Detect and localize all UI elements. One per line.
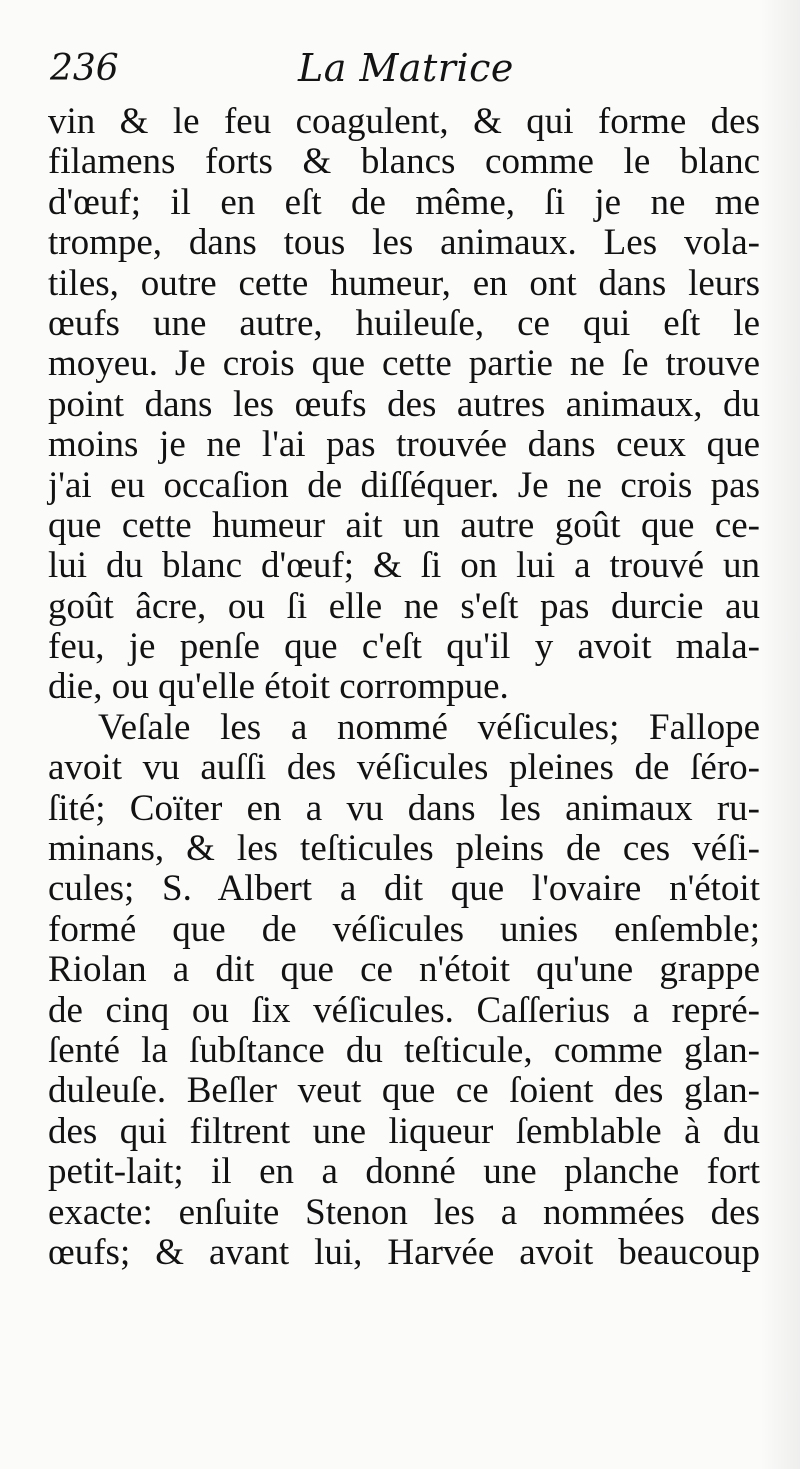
text-line: œufs une autre, huileuſe, ce qui eſt le	[48, 302, 760, 344]
text-line: moins je ne l'ai pas trouvée dans ceux que	[48, 424, 760, 466]
text-line: goût âcre, ou ſi elle ne s'eſt pas durcie au	[48, 585, 760, 627]
text-line: point dans les œufs des autres animaux, du	[48, 383, 760, 425]
text-line: filamens forts & blancs comme le blanc	[48, 141, 760, 183]
text-line: petit-lait; il en a donné une planche fort	[48, 1151, 760, 1193]
text-line: formé que de véſicules unies enſemble;	[48, 908, 760, 950]
text-line: cules; S. Albert a dit que l'ovaire n'étoit	[48, 868, 760, 910]
page-edge-shadow	[760, 0, 800, 1469]
text-line: exacte: enſuite Stenon les a nommées des	[48, 1191, 760, 1233]
text-line: vin & le feu coagulent, & qui forme des	[48, 101, 760, 142]
page-number: 236	[50, 48, 119, 89]
paragraph-start-line: Veſale les a nommé véſicules; Fallope	[98, 706, 760, 748]
text-line: tiles, outre cette humeur, en ont dans leurs	[48, 262, 760, 304]
text-line: lui du blanc d'œuf; & ſi on lui a trouvé un	[48, 545, 760, 587]
text-line: duleuſe. Beſler veut que ce ſoient des glan-	[48, 1070, 760, 1112]
text-line: œufs; & avant lui, Harvée avoit beaucoup	[48, 1231, 760, 1273]
text-line: minans, & les teſticules pleins de ces véſi-	[48, 828, 760, 870]
text-line: que cette humeur ait un autre goût que ce-	[48, 504, 760, 546]
text-line: ſité; Coïter en a vu dans les animaux ru-	[48, 787, 760, 829]
text-line: j'ai eu occaſion de diſſéquer. Je ne crois pas	[48, 464, 760, 506]
text-line: d'œuf; il en eſt de même, ſi je ne me	[48, 181, 760, 223]
body-text	[48, 102, 760, 1273]
page-header	[50, 42, 770, 98]
text-line: Riolan a dit que ce n'étoit qu'une grappe	[48, 949, 760, 991]
text-line: feu, je penſe que c'eſt qu'il y avoit mala-	[48, 626, 760, 668]
text-line: ſenté la ſubſtance du teſticule, comme glan-	[48, 1029, 760, 1071]
text-line: de cinq ou ſix véſicules. Caſſerius a repré-	[48, 989, 760, 1031]
text-line: des qui filtrent une liqueur ſemblable à du	[48, 1110, 760, 1152]
running-title: La Matrice	[298, 46, 514, 90]
text-line: die, ou qu'elle étoit corrompue.	[48, 666, 509, 708]
text-line: moyeu. Je crois que cette partie ne ſe trouve	[48, 343, 760, 385]
text-line: trompe, dans tous les animaux. Les vola-	[48, 222, 760, 264]
text-line: avoit vu auſſi des véſicules pleines de ſéro-	[48, 747, 760, 789]
